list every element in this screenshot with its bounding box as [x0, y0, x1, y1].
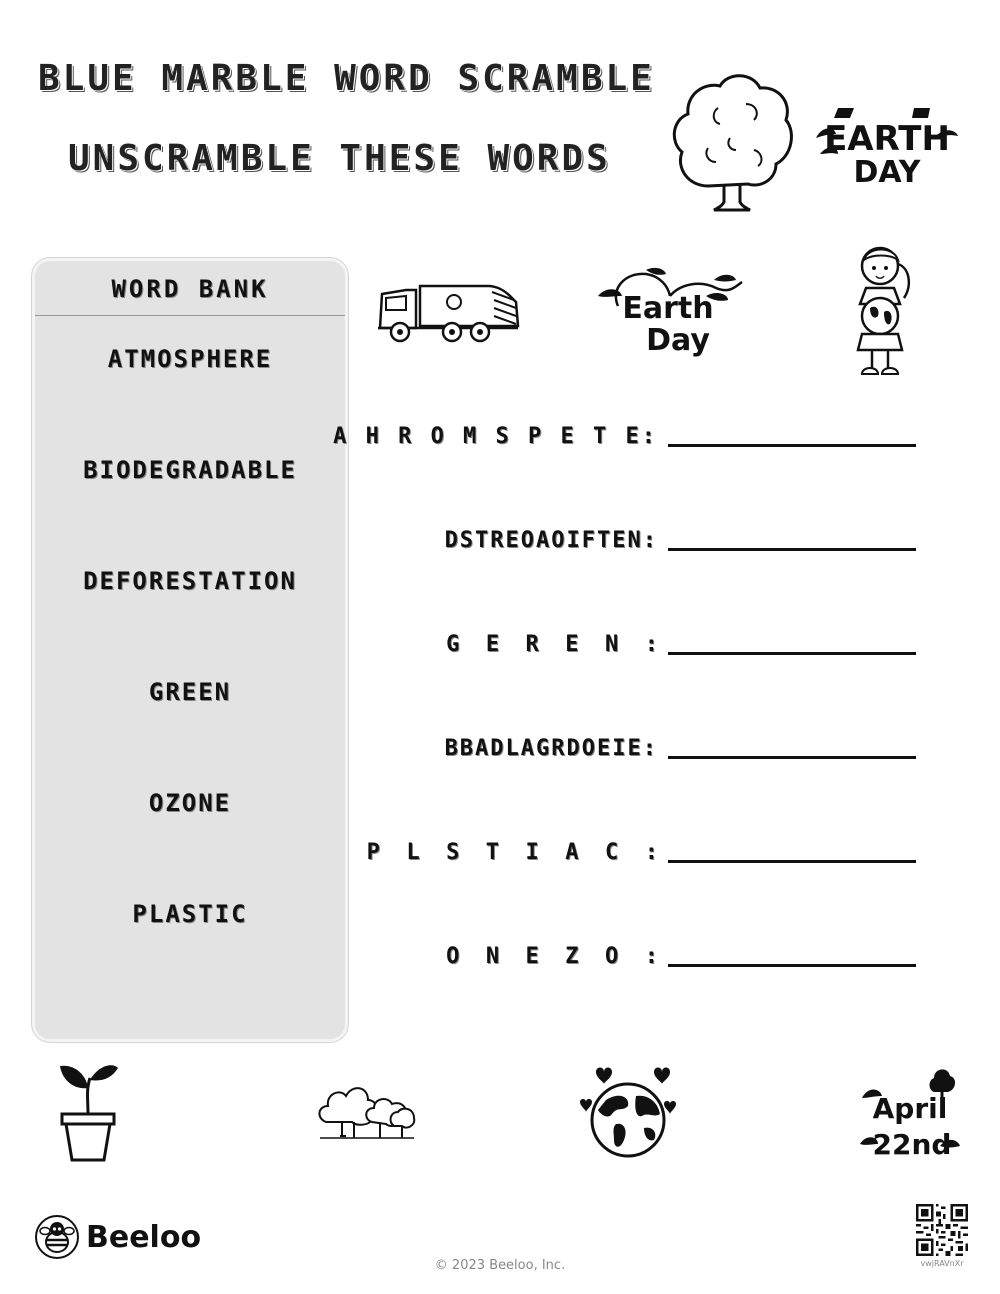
- earth-day-script-line1: Earth: [622, 291, 714, 326]
- scramble-row: [340, 632, 940, 672]
- answer-line[interactable]: [668, 964, 916, 967]
- word-bank-word: OZONE: [148, 789, 232, 817]
- girl-holding-globe-icon: [850, 242, 920, 382]
- april-line2: 22nd: [872, 1128, 952, 1161]
- answer-line[interactable]: [668, 548, 916, 551]
- scramble-row: [340, 528, 940, 568]
- potted-sprout-icon: [56, 1060, 120, 1164]
- scramble-row: [340, 944, 940, 984]
- scramble-row: [340, 840, 940, 880]
- earth-day-script-line2: Day: [646, 323, 710, 358]
- word-bank-word: PLASTIC: [132, 900, 248, 928]
- word-bank-panel: [32, 258, 348, 1042]
- answer-line[interactable]: [668, 756, 916, 759]
- scramble-word: O N E Z O :: [446, 944, 658, 969]
- april-line1: April: [872, 1092, 948, 1125]
- earth-day-line2: DAY: [853, 155, 921, 188]
- april-22nd-logo: [858, 1064, 962, 1164]
- scramble-word: DSTREOAOIFTEN:: [444, 528, 658, 553]
- scramble-word: BBADLAGRDOEIE:: [444, 736, 658, 761]
- qr-code-icon: [916, 1204, 968, 1256]
- answer-line[interactable]: [668, 652, 916, 655]
- globe-hearts-icon: [578, 1062, 678, 1162]
- copyright: © 2023 Beeloo, Inc.: [434, 1258, 566, 1273]
- word-bank-word: BIODEGRADABLE: [83, 456, 297, 484]
- page-subtitle: UNSCRAMBLE THESE WORDS: [68, 138, 611, 179]
- answer-line[interactable]: [668, 444, 916, 447]
- scramble-row: [340, 736, 940, 776]
- word-bank-word: DEFORESTATION: [83, 567, 297, 595]
- garbage-truck-icon: [376, 280, 526, 346]
- earth-day-logo: [812, 104, 962, 188]
- word-bank-word: GREEN: [148, 678, 232, 706]
- qr-caption: vwjRAVnXr: [920, 1259, 964, 1268]
- word-bank-divider: [35, 315, 345, 316]
- scramble-row: [333, 424, 940, 464]
- tree-icon: [668, 68, 796, 214]
- scramble-word: G E R E N :: [446, 632, 658, 657]
- bee-logo-icon: [34, 1214, 80, 1260]
- word-bank-title: WORD BANK: [111, 275, 269, 303]
- trees-icon: [316, 1078, 418, 1142]
- brand-name: Beeloo: [86, 1220, 202, 1255]
- earth-day-line1: EARTH: [824, 119, 950, 159]
- earth-day-script-logo: [596, 266, 746, 358]
- page-title: BLUE MARBLE WORD SCRAMBLE: [38, 58, 655, 99]
- scramble-word: A H R O M S P E T E:: [333, 424, 658, 449]
- word-bank-word: ATMOSPHERE: [107, 345, 273, 373]
- answer-line[interactable]: [668, 860, 916, 863]
- scramble-word: P L S T I A C :: [366, 840, 658, 865]
